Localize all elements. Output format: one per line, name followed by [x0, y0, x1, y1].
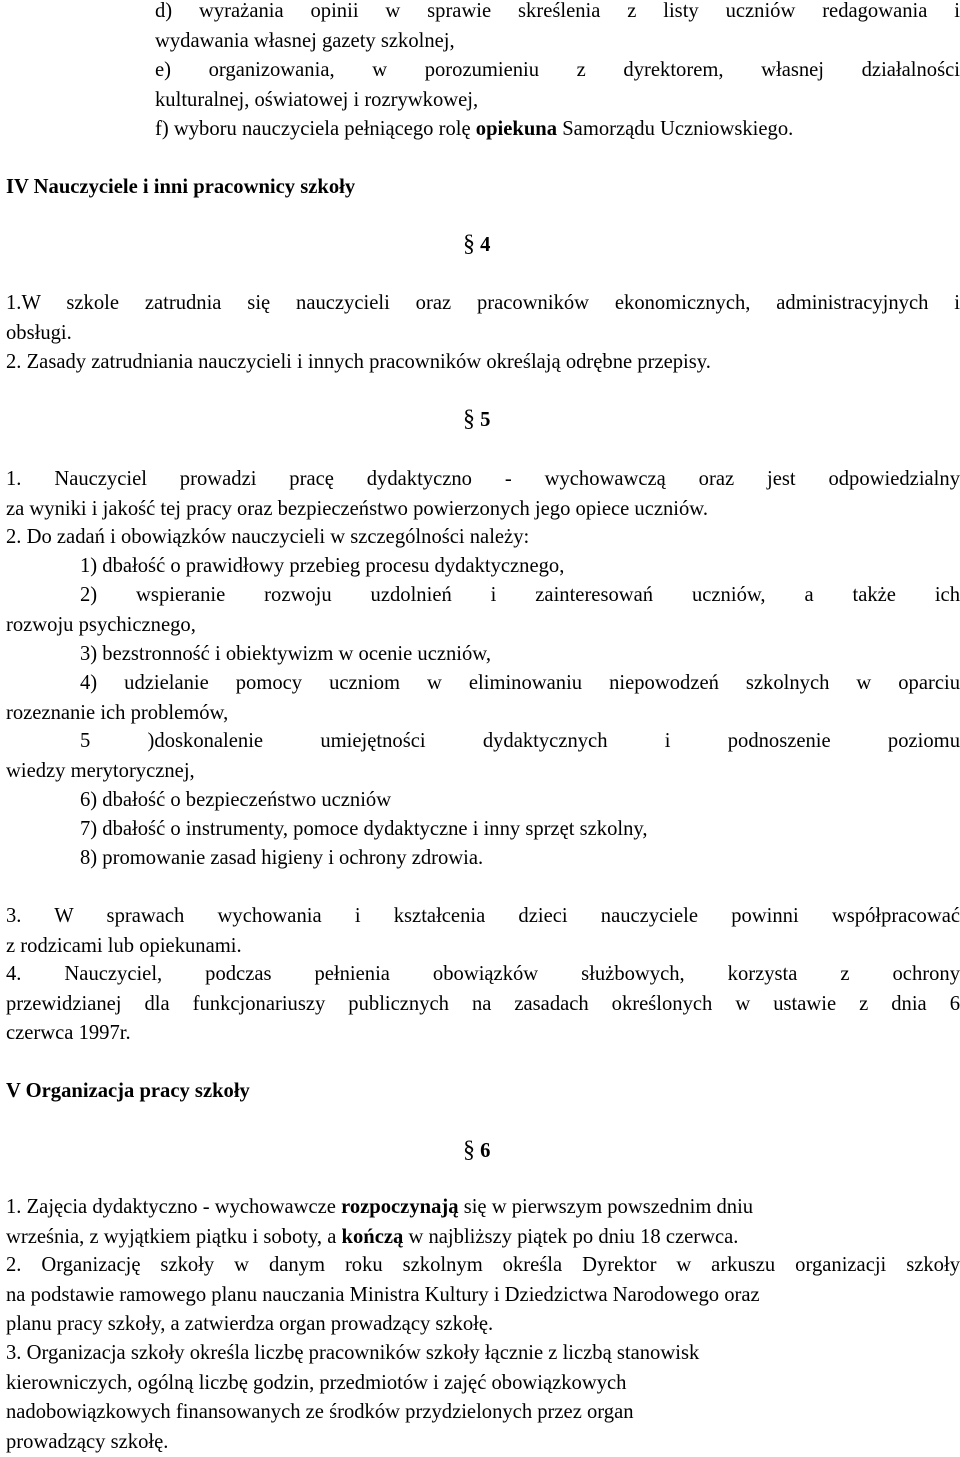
paragraph-line: prowadzący szkołę.: [6, 1428, 960, 1457]
paragraph-line: za wyniki i jakość tej pracy oraz bezpieczeństwo powierzonych jego opiece uczniów.: [6, 495, 960, 525]
duty-line: 4) udzielanie pomocy uczniom w eliminowaniu niepowodzeń szkolnych w oparciu: [6, 669, 960, 699]
duty-item-2: [6, 581, 960, 640]
list-marker: e): [155, 59, 171, 81]
paragraph-5-item-2-intro: 2. Do zadań i obowiązków nauczycieli w szczególności należy:: [6, 523, 960, 553]
duty-line: 5 )doskonalenie umiejętności dydaktycznych i podnoszenie poziomu: [6, 727, 960, 757]
text-run: 1. Zajęcia dydaktyczno - wychowawcze: [6, 1196, 336, 1218]
paragraph-line: kierowniczych, ogólną liczbę godzin, przedmiotów i zajęć obowiązkowych: [6, 1369, 960, 1399]
section-5-heading: [463, 405, 490, 436]
paragraph-line: przewidzianej dla funkcjonariuszy publicznych na zasadach określonych w ustawie z dnia 6: [6, 990, 960, 1020]
section-number: 4: [480, 234, 490, 256]
paragraph-line: [6, 1223, 960, 1253]
list-item-text: wyrażania opinii w sprawie skreślenia z listy uczniów redagowania i: [199, 0, 960, 22]
paragraph-line: na podstawie ramowego planu nauczania Ministra Kultury i Dziedzictwa Narodowego oraz: [6, 1281, 960, 1311]
duty-item-1: 1) dbałość o prawidłowy przebieg procesu dydaktycznego,: [80, 552, 960, 582]
duty-item-6: 6) dbałość o bezpieczeństwo uczniów: [80, 786, 960, 816]
paragraph-5-item-3: [6, 902, 960, 961]
paragraph-6-item-2: [6, 1251, 960, 1340]
paragraph-line: 3. Organizacja szkoły określa liczbę pracowników szkoły łącznie z liczbą stanowisk: [6, 1339, 960, 1369]
list-item-e: [155, 56, 960, 115]
duty-line: 2) wspieranie rozwoju uzdolnień i zainteresowań uczniów, a także ich: [6, 581, 960, 611]
list-marker: f): [155, 118, 169, 140]
paragraph-line: 1.W szkole zatrudnia się nauczycieli oraz pracowników ekonomicznych, administracyjnych i: [6, 289, 960, 319]
paragraph-line: 4. Nauczyciel, podczas pełnienia obowiązków służbowych, korzysta z ochrony: [6, 960, 960, 990]
duty-item-5: [6, 727, 960, 786]
section-symbol: §: [463, 231, 475, 257]
list-item-text: Samorządu Uczniowskiego.: [562, 118, 793, 140]
paragraph-line: [6, 1193, 960, 1223]
list-item-text: organizowania, w porozumieniu z dyrektorem, własnej działalności: [209, 59, 960, 81]
text-run: w najbliższy piątek po dniu 18 czerwca.: [408, 1226, 738, 1248]
paragraph-line: obsługi.: [6, 319, 960, 349]
bold-term: kończą: [342, 1226, 404, 1248]
paragraph-5-item-1: [6, 465, 960, 524]
paragraph-4-item-1: [6, 289, 960, 348]
paragraph-4-item-2: 2. Zasady zatrudniania nauczycieli i innych pracowników określają odrębne przepisy.: [6, 348, 960, 378]
section-symbol: §: [463, 406, 475, 432]
list-item-text: wyboru nauczyciela pełniącego rolę: [174, 118, 471, 140]
bold-term: rozpoczynają: [341, 1196, 458, 1218]
duty-line: wiedzy merytorycznej,: [6, 757, 960, 787]
paragraph-line: 1. Nauczyciel prowadzi pracę dydaktyczno - wychowawczą oraz jest odpowiedzialny: [6, 465, 960, 495]
paragraph-5-item-4: [6, 960, 960, 1049]
section-6-heading: [463, 1136, 490, 1167]
list-item-d: [155, 0, 960, 56]
list-item-f: [155, 115, 960, 145]
chapter-heading: IV Nauczyciele i inni pracownicy szkoły: [6, 173, 960, 203]
text-run: się w pierwszym powszednim dniu: [464, 1196, 753, 1218]
duty-line: rozeznanie ich problemów,: [6, 699, 960, 729]
paragraph-line: czerwca 1997r.: [6, 1019, 960, 1049]
duty-line: rozwoju psychicznego,: [6, 611, 960, 641]
paragraph-line: 3. W sprawach wychowania i kształcenia dzieci nauczyciele powinni współpracować: [6, 902, 960, 932]
list-item-d-line2: wydawania własnej gazety szkolnej,: [155, 27, 960, 57]
bold-term: opiekuna: [476, 118, 557, 140]
duty-item-7: 7) dbałość o instrumenty, pomoce dydaktyczne i inny sprzęt szkolny,: [80, 815, 960, 845]
paragraph-line: 2. Organizację szkoły w danym roku szkolnym określa Dyrektor w arkuszu organizacji szkoły: [6, 1251, 960, 1281]
section-number: 6: [480, 1140, 490, 1162]
duty-item-3: 3) bezstronność i obiektywizm w ocenie uczniów,: [80, 640, 960, 670]
list-item-e-line1: [155, 56, 960, 86]
text-run: września, z wyjątkiem piątku i soboty, a: [6, 1226, 336, 1248]
paragraph-line: planu pracy szkoły, a zatwierdza organ prowadzący szkołę.: [6, 1310, 960, 1340]
paragraph-6-item-1: [6, 1193, 960, 1252]
duty-item-8: 8) promowanie zasad higieny i ochrony zdrowia.: [80, 844, 960, 874]
section-4-heading: [463, 230, 490, 261]
paragraph-line: nadobowiązkowych finansowanych ze środków przydzielonych przez organ: [6, 1398, 960, 1428]
chapter-heading: V Organizacja pracy szkoły: [6, 1077, 960, 1107]
section-symbol: §: [463, 1137, 475, 1163]
list-item-d-line1: [155, 0, 960, 27]
list-item-e-line2: kulturalnej, oświatowej i rozrywkowej,: [155, 86, 960, 116]
paragraph-line: z rodzicami lub opiekunami.: [6, 932, 960, 962]
paragraph-6-item-3: [6, 1339, 960, 1457]
list-marker: d): [155, 0, 172, 22]
duty-item-4: [6, 669, 960, 728]
section-number: 5: [480, 409, 490, 431]
